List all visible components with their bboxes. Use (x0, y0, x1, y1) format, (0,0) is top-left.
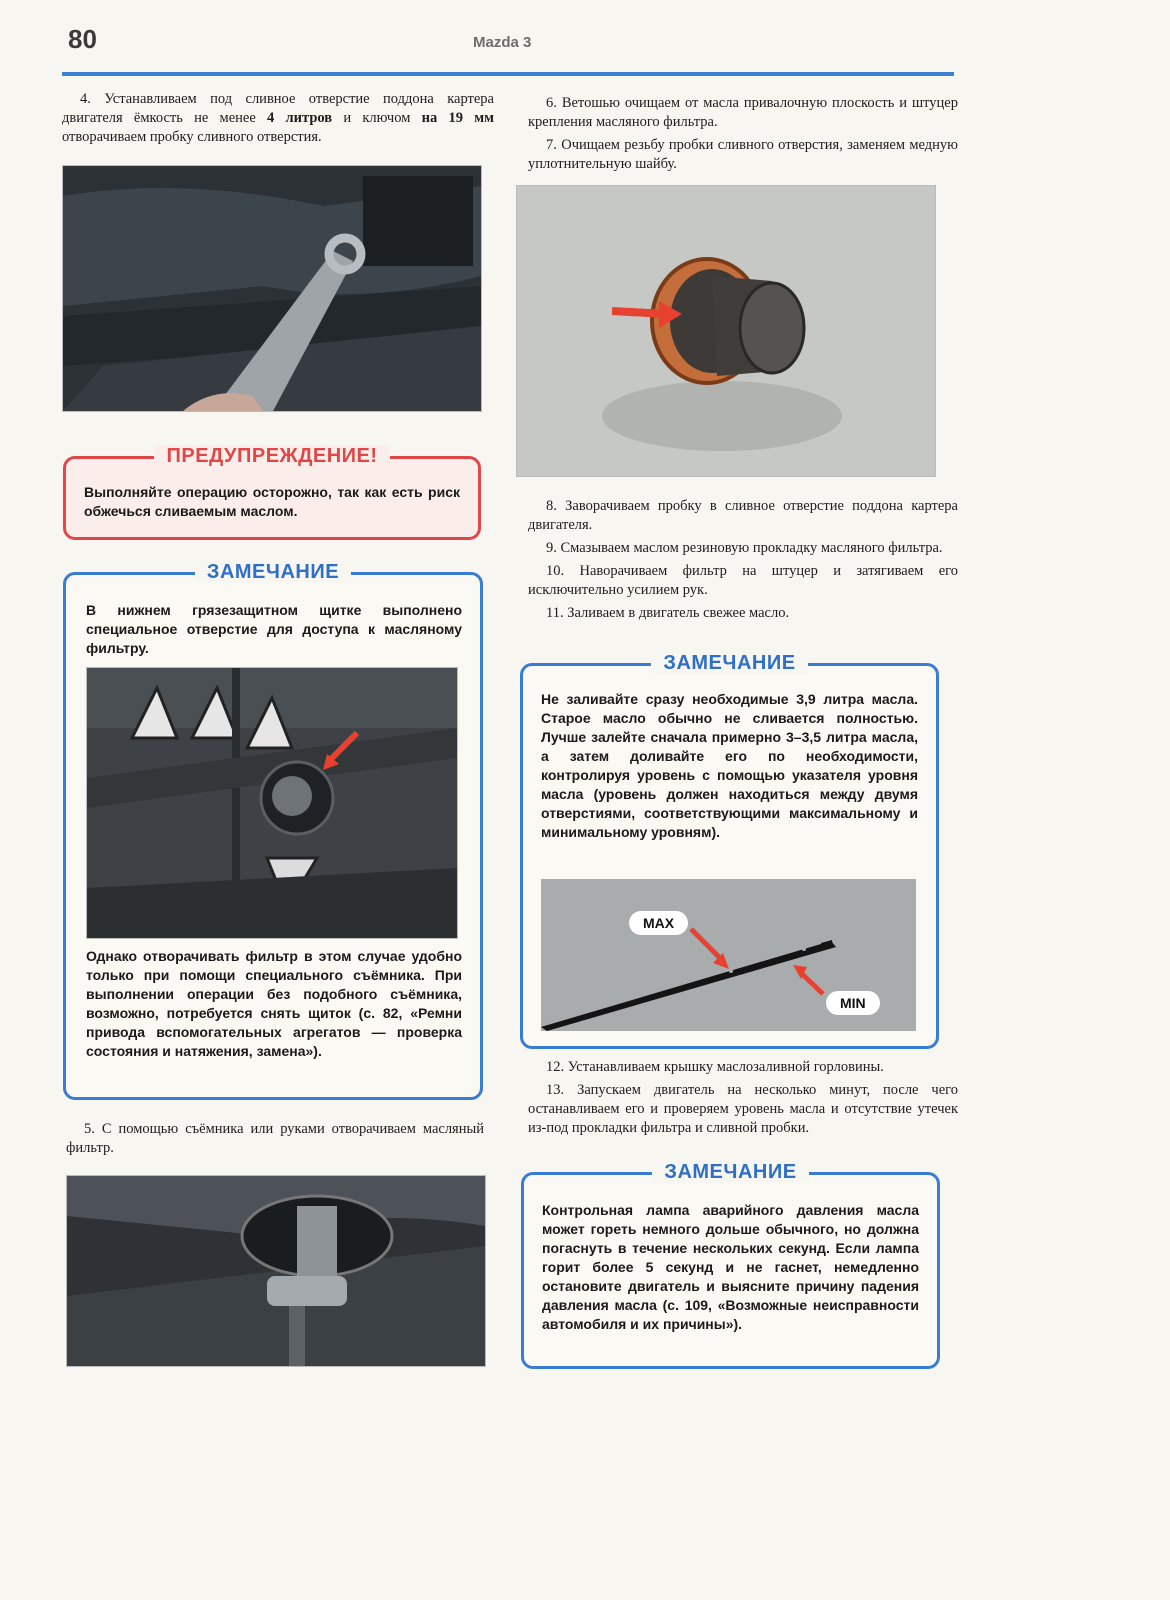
right-column-bottom (528, 1058, 958, 1142)
note-box-1 (63, 561, 483, 1100)
min-label: MIN (826, 991, 880, 1015)
step-9: 9. Смазываем маслом резиновую прокладку масляного фильтра. (546, 540, 943, 556)
drain-plug-photo (62, 165, 482, 412)
max-label: MAX (629, 911, 688, 935)
left-column (62, 90, 494, 151)
filter-access-photo (86, 667, 458, 939)
note-2-text: Не заливайте сразу необходимые 3,9 литра масла. Старое масло обычно не сливается полностью. Лучше залейте сначала примерно 3–3,5 литра масла, а затем доливайте его по необходимости, контролируя уровень с помощью указателя уровня масла (уровень должен находиться между двумя отверстиями, соответствующими максимальному и минимальному уровням). (541, 691, 918, 840)
note-1-text-bottom: Однако отворачивать фильтр в этом случае удобно только при помощи специального съёмника. При выполнении операции без подобного съёмника, возможно, потребуется снять щиток (с. 82, «Ремни привода вспомогательных агрегатов — проверка состояния и натяжения, замена»). (86, 948, 462, 1059)
note-1-text-top: В нижнем грязезащитном щитке выполнено специальное отверстие для доступа к масляному фильтру. (86, 602, 462, 656)
note-3-title: ЗАМЕЧАНИЕ (652, 1161, 808, 1183)
dipstick-photo (541, 879, 916, 1031)
step-12: 12. Устанавливаем крышку маслозаливной горловины. (546, 1059, 884, 1075)
step-5: 5. С помощью съёмника или руками отворачиваем масляный фильтр. (66, 1121, 484, 1156)
step-4: 4. Устанавливаем под сливное отверстие поддона картера двигателя ёмкость не менее 4 литров и ключом на 19 мм отворачиваем пробку сливного отверстия. (62, 91, 495, 145)
right-column-middle (528, 497, 958, 627)
header-rule (62, 72, 954, 76)
warning-box (63, 445, 481, 540)
running-head: Mazda 3 (473, 34, 532, 51)
note-box-3 (521, 1161, 940, 1369)
filter-removal-photo (66, 1175, 486, 1367)
drain-plug-washer-photo (516, 185, 936, 477)
note-3-text: Контрольная лампа аварийного давления масла может гореть немного дольше обычного, но должна погаснуть в течение нескольких секунд. Если лампа горит более 5 секунд и не гаснет, немедленно остановите двигатель и выясните причину падения давления масла (с. 109, «Возможные неисправности автомобиля и их причины»). (542, 1202, 919, 1332)
step-13: 13. Запускаем двигатель на несколько минут, после чего останавливаем его и проверяем уровень масла и отсутствие утечек из-под прокладки фильтра и сливной пробки. (528, 1082, 958, 1136)
step-11: 11. Заливаем в двигатель свежее масло. (546, 605, 790, 621)
page-number: 80 (68, 24, 97, 54)
note-1-title: ЗАМЕЧАНИЕ (195, 561, 351, 583)
warning-title: ПРЕДУПРЕЖДЕНИЕ! (154, 445, 389, 467)
step-10: 10. Наворачиваем фильтр на штуцер и затягиваем его исключительно усилием рук. (528, 563, 958, 598)
step-8: 8. Заворачиваем пробку в сливное отверстие поддона картера двигателя. (528, 498, 958, 533)
right-column-top (528, 94, 958, 178)
step-7: 7. Очищаем резьбу пробки сливного отверстия, заменяем медную уплотнительную шайбу. (528, 137, 958, 172)
warning-text: Выполняйте операцию осторожно, так как есть риск обжечься сливаемым маслом. (84, 484, 460, 519)
step-6: 6. Ветошью очищаем от масла привалочную плоскость и штуцер крепления масляного фильтра. (528, 95, 958, 130)
note-box-2 (520, 652, 939, 1049)
note-2-title: ЗАМЕЧАНИЕ (651, 652, 807, 674)
